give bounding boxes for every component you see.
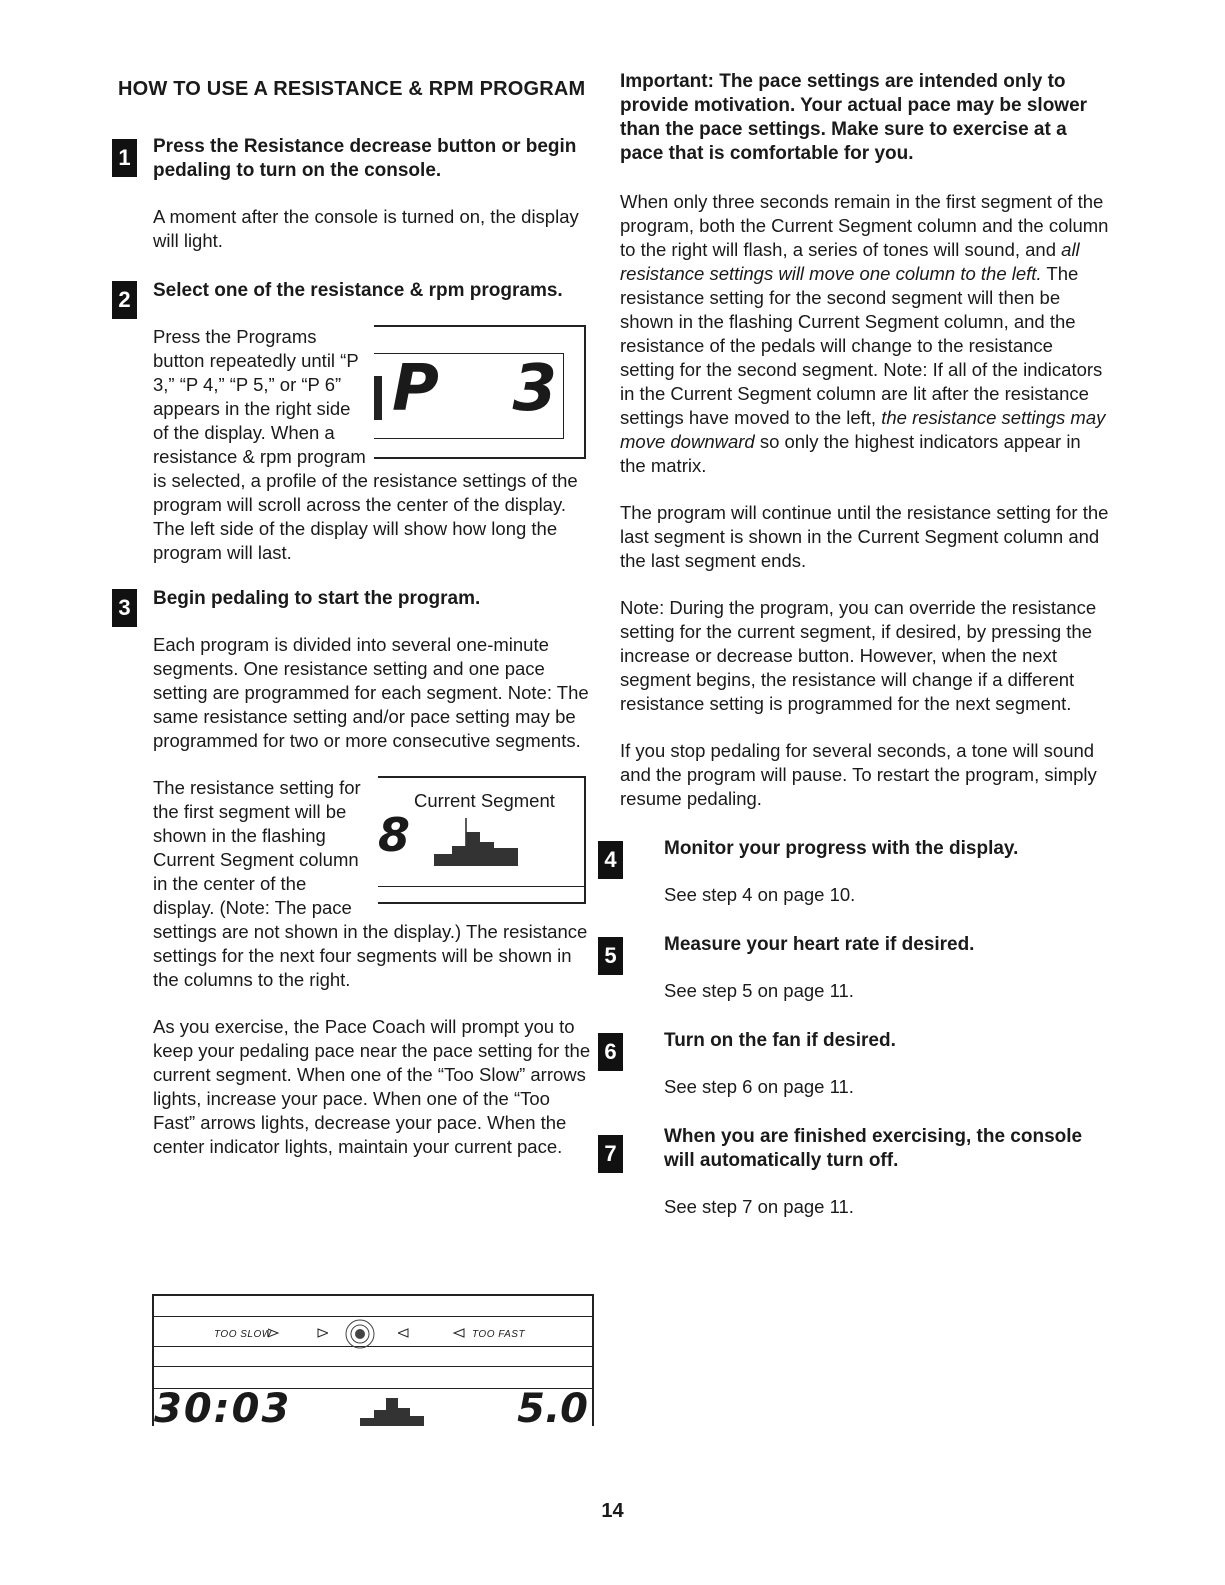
- step-heading: Press the Resistance decrease button or begin pedaling to turn on the console.: [153, 136, 577, 181]
- program-readout: 5.0: [517, 1386, 588, 1432]
- step-1: [112, 135, 592, 253]
- step-4: [598, 837, 1110, 907]
- too-slow-label: TOO SLOW: [214, 1329, 272, 1340]
- text-span: so only the highest indicators appear in the matrix.: [620, 431, 1081, 476]
- step-text: The resistance setting for the first segment will be shown in the flashing Current Segment column in the center of the display. (Note: The pace settings are not shown in the display.) The resistance settings for the next four segments will be shown in the columns to the right.: [153, 777, 588, 990]
- center-indicator-icon: [344, 1318, 376, 1350]
- page-number: 14: [601, 1500, 624, 1522]
- step-text: See step 5 on page 11.: [664, 980, 854, 1001]
- too-slow-arrows-icon: [268, 1326, 328, 1340]
- display-figure-current-segment: [378, 776, 586, 904]
- step-heading: Turn on the fan if desired.: [664, 1030, 896, 1051]
- step-number: 4: [598, 841, 623, 879]
- italic-span: the resistance settings may move downward: [620, 407, 1106, 452]
- current-segment-label: Current Segment: [414, 790, 555, 811]
- step-number: 7: [598, 1135, 623, 1173]
- segment-digit: 8: [378, 808, 411, 862]
- paragraph: If you stop pedaling for several seconds, a tone will sound and the program will pause. To restart the program, simply resume pedaling.: [620, 740, 1097, 809]
- step-text: See step 7 on page 11.: [664, 1196, 854, 1217]
- paragraph: The program will continue until the resistance setting for the last segment is shown in the Current Segment column and the last segment ends.: [620, 502, 1109, 571]
- paragraph: [620, 190, 1110, 478]
- display-panel: [374, 353, 564, 439]
- resistance-profile-icon: [360, 1394, 426, 1426]
- step-text: Each program is divided into several one-minute segments. One resistance setting and one pace setting are programmed for each segment. Note: The same resistance setting and/or pace setting may be programmed for two or more consecutive segments.: [153, 634, 589, 751]
- step-number: 5: [598, 937, 623, 975]
- step-heading: Begin pedaling to start the program.: [153, 588, 481, 609]
- display-line: [154, 1366, 592, 1367]
- program-number: 3: [512, 352, 557, 426]
- display-figure-program: [374, 325, 586, 459]
- indicator-bar: [374, 376, 382, 420]
- step-heading: Measure your heart rate if desired.: [664, 934, 975, 955]
- step-heading: Monitor your progress with the display.: [664, 838, 1019, 859]
- text-span: The resistance setting for the second segment will then be shown in the flashing Current Segment column, and the resistance of the pedals will change to the resistance setting for the second segment. Note: If all of the indicators in the Current Segment column are lit after the resistance settings have moved to the left,: [620, 263, 1103, 428]
- left-column: [112, 78, 592, 1159]
- step-2: [112, 279, 592, 565]
- step-text: See step 6 on page 11.: [664, 1076, 854, 1097]
- step-3: [112, 587, 592, 1159]
- right-column: [604, 70, 1110, 1219]
- step-number: 3: [112, 589, 137, 627]
- step-number: 2: [112, 281, 137, 319]
- resistance-profile-icon: [434, 818, 524, 866]
- step-2-body: [153, 325, 592, 565]
- page-title: HOW TO USE A RESISTANCE & RPM PROGRAM: [118, 78, 586, 100]
- step-text: See step 4 on page 10.: [664, 884, 856, 905]
- too-fast-arrows-icon: [398, 1326, 468, 1340]
- step-3-body: [153, 776, 592, 992]
- step-7: [598, 1125, 1110, 1219]
- text-span: When only three seconds remain in the first segment of the program, both the Current Segment column and the column to the right will flash, a series of tones will sound, and: [620, 191, 1109, 260]
- program-letter: P: [392, 352, 439, 426]
- paragraph: Note: During the program, you can override the resistance setting for the current segment, if desired, by pressing the increase or decrease button. However, when the next segment begins, the resistance will change if a different resistance setting is programmed for the next segment.: [620, 597, 1097, 714]
- step-5: [598, 933, 1110, 1003]
- step-number: 6: [598, 1033, 623, 1071]
- step-6: [598, 1029, 1110, 1099]
- time-readout: 30:03: [154, 1386, 292, 1432]
- step-number: 1: [112, 139, 137, 177]
- important-note: Important: The pace settings are intended only to provide motivation. Your actual pace may be slower than the pace settings. Make sure to exercise at a pace that is comfortable for you.: [620, 71, 1088, 164]
- step-text: A moment after the console is turned on, the display will light.: [153, 206, 579, 251]
- step-text: As you exercise, the Pace Coach will prompt you to keep your pedaling pace near the pace setting for the current segment. When one of the “Too Slow” arrows lights, increase your pace. When one of the “Too Fast” arrows lights, decrease your pace. When the center indicator lights, maintain your current pace.: [153, 1016, 591, 1157]
- italic-span: all resistance settings will move one column to the left.: [620, 239, 1080, 284]
- display-line: [154, 1316, 592, 1317]
- step-text: Press the Programs button repeatedly until “P 3,” “P 4,” “P 5,” or “P 6” appears in the right side of the display. When a resistance & rpm program is selected, a profile of the resistance settings of the program will scroll across the center of the display. The left side of the display will show how long the program will last.: [153, 326, 578, 563]
- display-divider: [378, 886, 584, 887]
- step-heading: When you are finished exercising, the console will automatically turn off.: [664, 1126, 1083, 1171]
- display-figure-pace-coach: [152, 1294, 594, 1432]
- step-heading: Select one of the resistance & rpm programs.: [153, 280, 563, 301]
- too-fast-label: TOO FAST: [472, 1329, 526, 1340]
